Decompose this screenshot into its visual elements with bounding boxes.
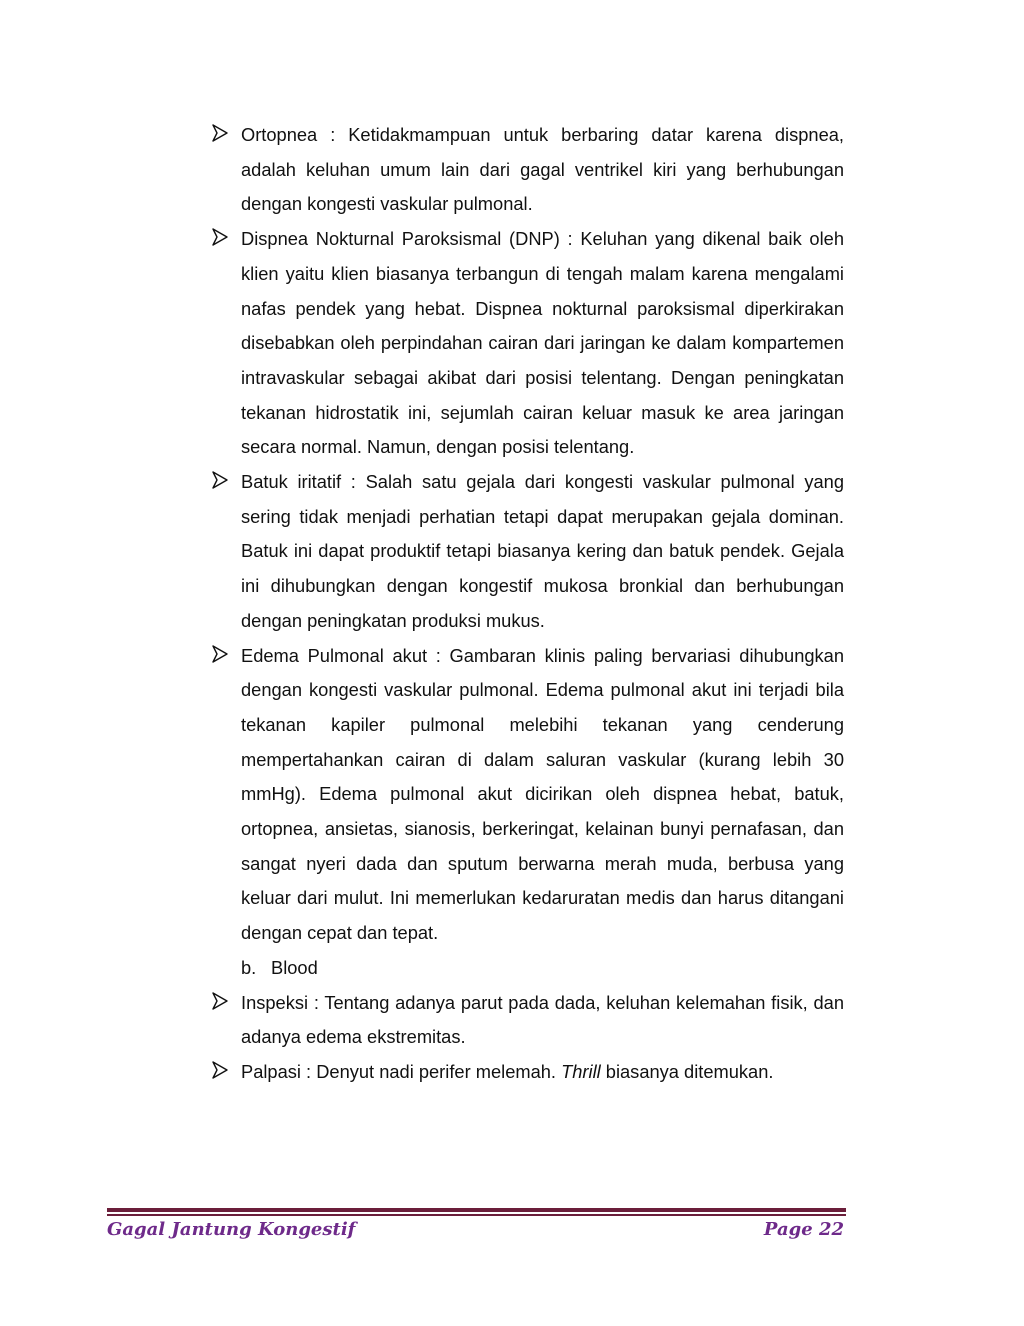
bullet-text: Ortopnea : Ketidakmampuan untuk berbaring datar karena dispnea, adalah keluhan umum lain dari gagal ventrikel kiri yang berhubungan dengan kongesti vaskular pulmonal.: [241, 124, 844, 215]
page-body: [212, 118, 844, 1090]
bullet-item-inspeksi: [212, 986, 844, 1055]
arrowhead-bullet-icon: [212, 471, 228, 489]
bullet-text: Inspeksi : Tentang adanya parut pada dada, keluhan kelemahan fisik, dan adanya edema ekstremitas.: [241, 991, 844, 1048]
bullet-item-edema: [212, 639, 844, 951]
bullet-item-palpasi: [212, 1055, 844, 1090]
footer-page-number: Page 22: [763, 1219, 844, 1240]
bullet-text: Edema Pulmonal akut : Gambaran klinis paling bervariasi dihubungkan dengan kongesti vaskular pulmonal. Edema pulmonal akut ini terjadi bila tekanan kapiler pulmonal melebihi tekanan yang cenderung mempertahankan cairan di dalam saluran vaskular (kurang lebih 30 mmHg). Edema pulmonal akut dicirikan oleh dispnea hebat, batuk, ortopnea, ansietas, sianosis, berkeringat, kelainan bunyi pernafasan, dan sangat nyeri dada dan sputum berwarna merah muda, berbusa yang keluar dari mulut. Ini memerlukan kedaruratan medis dan harus ditangani dengan cepat dan tepat.: [241, 644, 844, 944]
footer-title: Gagal Jantung Kongestif: [107, 1219, 356, 1240]
sub-heading-text: Blood: [271, 956, 318, 978]
footer-rule-thick: [107, 1208, 846, 1212]
arrowhead-bullet-icon: [212, 992, 228, 1010]
arrowhead-bullet-icon: [212, 124, 228, 142]
bullet-item-dnp: [212, 222, 844, 465]
footer-rule-thin: [107, 1214, 846, 1216]
bullet-item-ortopnea: [212, 118, 844, 222]
footer-rule: [107, 1208, 846, 1216]
italic-term: Thrill: [561, 1060, 601, 1082]
arrowhead-bullet-icon: [212, 228, 228, 246]
bullet-item-batuk: [212, 465, 844, 639]
arrowhead-bullet-icon: [212, 645, 228, 663]
arrowhead-bullet-icon: [212, 1061, 228, 1079]
sub-heading-letter: b.: [241, 956, 257, 978]
bullet-text: Palpasi : Denyut nadi perifer melemah. Thrill biasanya ditemukan.: [241, 1060, 774, 1082]
sub-heading-blood: [212, 951, 844, 986]
bullet-text: Dispnea Nokturnal Paroksismal (DNP) : Keluhan yang dikenal baik oleh klien yaitu klien biasanya terbangun di tengah malam karena mengalami nafas pendek yang hebat. Dispnea nokturnal paroksismal diperkirakan disebabkan oleh perpindahan cairan dari jaringan ke dalam kompartemen intravaskular sebagai akibat dari posisi telentang. Dengan peningkatan tekanan hidrostatik ini, sejumlah cairan keluar masuk ke area jaringan secara normal. Namun, dengan posisi telentang.: [241, 228, 844, 458]
bullet-text: Batuk iritatif : Salah satu gejala dari kongesti vaskular pulmonal yang sering tidak menjadi perhatian tetapi dapat merupakan gejala dominan. Batuk ini dapat produktif tetapi biasanya kering dan batuk pendek. Gejala ini dihubungkan dengan kongestif mukosa bronkial dan berhubungan dengan peningkatan produksi mukus.: [241, 471, 844, 631]
